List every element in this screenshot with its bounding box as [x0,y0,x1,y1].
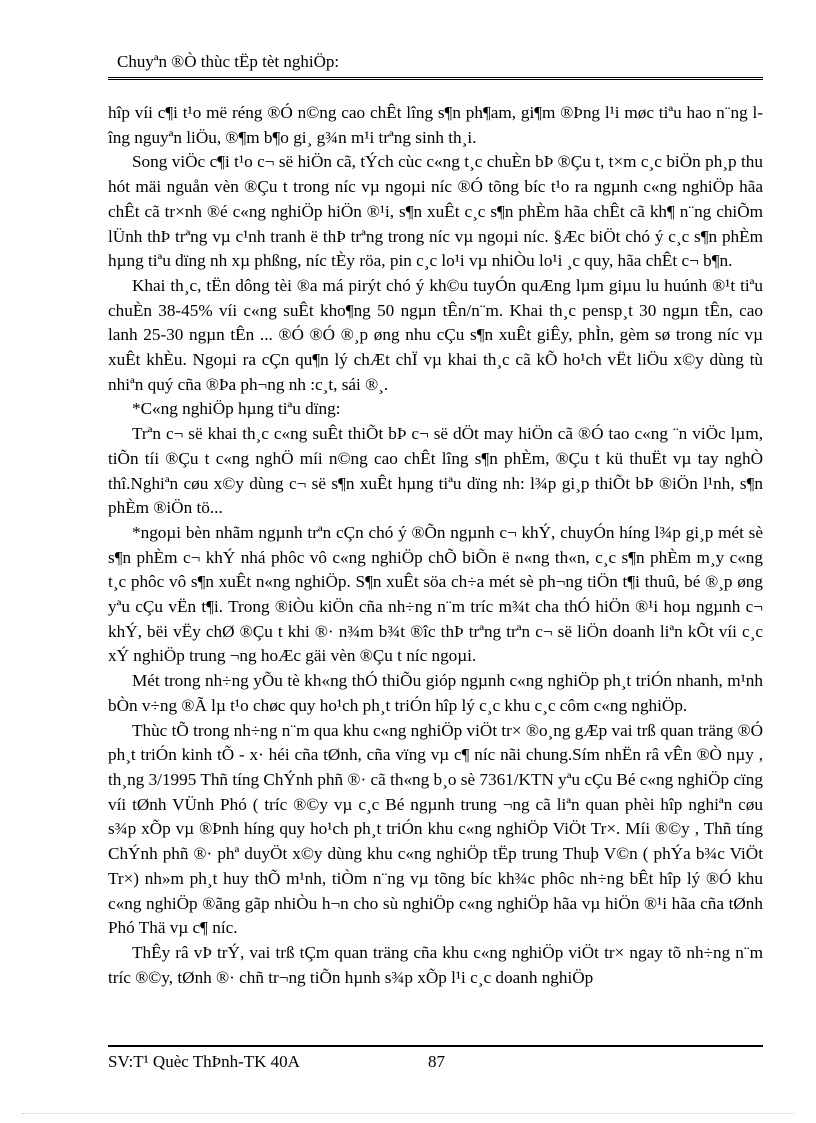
paragraph: *C«ng nghiÖp hµng tiªu dïng: [132,399,341,419]
paragraph: Song viÖc c¶i t¹o c¬ së hiÖn cã, tÝch cùc c«ng t¸c chuÈn bÞ ®Çu t, t×m c¸c biÖn ph¸p thu hót mäi nguån vèn ®Çu t trong níc vµ ngoµi níc ®Ó tõng bíc t¹o ra ngµnh c«ng nghiÖp hãa chÊt cã tr×nh ®é c«ng nghiÖp hiÖn ®¹i, s¶n xuÊt c¸c s¶n phÈm hãa chÊt cã kh¶ n¨ng chiÕm lÜnh thÞ trªng vµ c¹nh tranh ë thÞ trªng trong níc vµ ngoµi níc. §Æc biÖt chó ý c¸c s¶n phÈm hµng tiªu dïng nh xµ phßng, níc tÈy röa, pin c¸c lo¹i vµ nhiÒu lo¹i ¸c quy, hãa chÊt c¬ b¶n. [108,152,763,271]
paragraph: Mét trong nh÷ng yÕu tè kh«ng thÓ thiÕu gióp ngµnh c«ng nghiÖp ph¸t triÓn nhanh, m¹nh bÒn v÷ng ®Ã lµ t¹o chøc quy ho¹ch ph¸t triÓn hîp lý c¸c khu c¸c côm c«ng nghiÖp. [108,671,763,715]
paragraph: Khai th¸c, tËn dông tèi ®a má pirýt chó ý kh©u tuyÓn quÆng lµm giµu lu huúnh ®¹t tiªu chuÈn 38-45% víi c«ng suÊt kho¶ng 50 ngµn tÊn/n¨m. Khai th¸c pensp¸t 30 ngµn tÊn, cao lanh 25-30 ngµn tÊn ... ®Ó ®Ó ®¸p øng nhu cÇu s¶n xuÊt giÊy, phÌn, gèm sø trong níc vµ xuÊt khÈu. Ngoµi ra cÇn qu¶n lý chÆt chÏ vµ khai th¸c cã kÕ ho¹ch vËt liÖu x©y dùng tù nhiªn quý cña ®Þa ph¬ng nh :c¸t, sái ®¸. [108,275,763,394]
paragraph: hîp víi c¶i t¹o më réng ®Ó n©ng cao chÊt lîng s¶n ph¶am, gi¶m ®Þng l¹i møc tiªu hao n¨ng lîng nguyªn liÖu, ®¶m b¶o gi¸ g¾n m¹i trªng sinh th¸i. [108,103,763,147]
document-body [108,101,763,990]
header-rule [108,77,763,80]
page-edge-divider [22,1113,794,1114]
paragraph: ThÊy râ vÞ trÝ, vai trß tÇm quan träng cña khu c«ng nghiÖp viÖt tr× ngay tõ nh÷ng n¨m tríc ®©y, tØnh ®· chñ tr¬ng tiÕn hµnh s¾p xÕp l¹i c¸c doanh nghiÖp [108,942,763,987]
paragraph: Trªn c¬ së khai th¸c c«ng suÊt thiÕt bÞ c¬ së dÖt may hiÖn cã ®Ó tao c«ng ¨n viÖc lµm, tiÕn tíi ®Çu t c«ng nghÖ míi n©ng cao chÊt lîng s¶n phÈm, ®Çu t kü thuËt vµ tay nghÒ thî.Nghiªn cøu x©y dùng c¬ së s¶n xuÊt hµng tiªu dïng nh: l¾p gi¸p thiÕt bÞ ®iÖn l¹nh, s¶n phÈm ®iÖn tö... [108,424,763,518]
footer-author: SV:T¹ Quèc ThÞnh-TK 40A [108,1052,300,1071]
paragraph: Thùc tÕ trong nh÷ng n¨m qua khu c«ng nghiÖp viÖt tr× ®o¸ng gÆp vai trß quan träng ®Ó ph¸t triÓn kinh tÕ - x· héi cña tØnh, cña vïng vµ c¶ níc nãi chung.Sím nhËn râ vÊn ®Ò nµy , th¸ng 3/1995 Thñ tíng ChÝnh phñ ®· cã th«ng b¸o sè 7361/KTN yªu cÇu Bé c«ng nghiÖp cïng víi tØnh VÜnh Phó ( tríc ®©y vµ c¸c Bé ngµnh trung ¬ng cã liªn quan phèi hîp nghiªn cøu s¾p xÕp vµ ®Þnh híng quy ho¹ch ph¸t triÓn khu c«ng nghiÖp ViÖt Tr×. Míi ®©y , Thñ tíng ChÝnh phñ ®· phª duyÖt x©y dùng khu c«ng nghiÖp tËp trung Thuþ V©n ( phÝa b¾c ViÖt Tr×) nh»m ph¸t huy thÕ m¹nh, tiÒm n¨ng vµ tõng bíc kh¾c phôc nh÷ng bÊt hîp lý ®Ó khu c«ng nghiÖp ®ãng gãp nhiÒu h¬n cho sù nghiÖp c«ng nghiÖp hãa vµ hiÖn ®¹i hãa cña tØnh Phó Thä vµ c¶ níc. [108,720,763,938]
page-number: 87 [428,1052,445,1071]
footer-rule [108,1045,763,1047]
page-header: Chuyªn ®Ò thùc tËp tèt nghiÖp: [117,52,340,71]
paragraph: *ngoµi bèn nhãm ngµnh trªn cÇn chó ý ®Õn ngµnh c¬ khÝ, chuyÓn híng l¾p gi¸p mét sè s¶n phÈm c¬ khÝ nhá phôc vô c«ng nghiÖp chÕ biÕn ë n«ng th«n, c¸c s¶n phÈm m¸y c«ng t¸c phôc vô s¶n xuÊt n«ng nghiÖp. S¶n xuÊt söa ch÷a mét sè ph¬ng tiÖn t¶i thuû, bé ®¸p øng yªu cÇu vËn t¶i. Trong ®iÒu kiÖn cña nh÷ng n¨m tríc m¾t cha thÓ hiÖn ®¹i hoµ ngµnh c¬ khÝ, bëi vËy chØ ®Çu t khi ®· n¾m b¾t ®îc thÞ trªng trªn c¬ së liÖn doanh liªn kÕt víi c¸c xÝ nghiÖp trung ¬ng hoÆc gäi vèn ®Çu t níc ngoµi. [108,522,763,666]
